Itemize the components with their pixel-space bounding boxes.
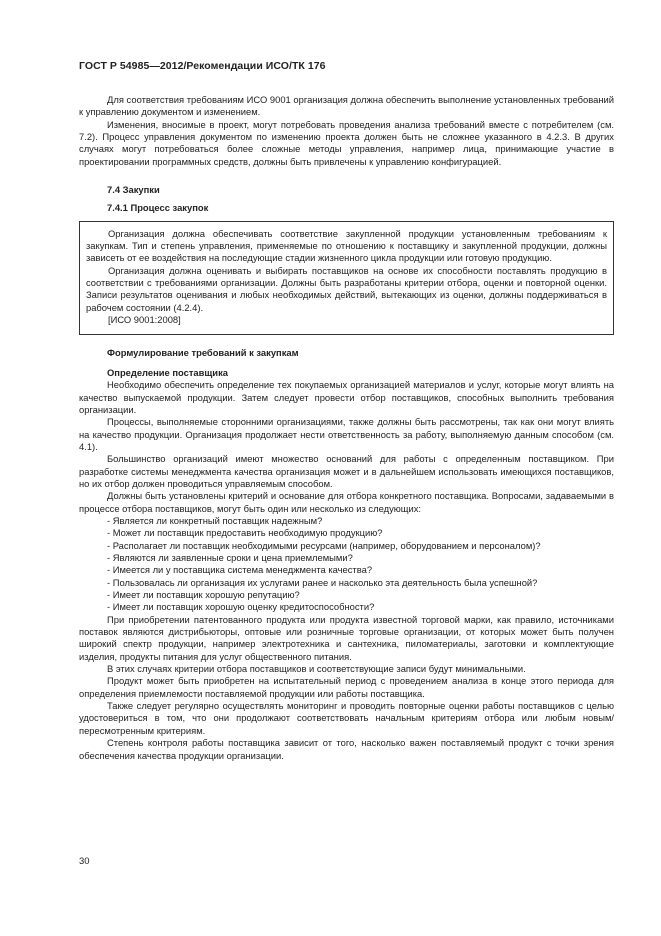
heading-requirements: Формулирование требований к закупкам	[107, 346, 299, 358]
paragraph: Процессы, выполняемые сторонними организациями, также должны быть рассмотрены, так как они могут влиять на качество продукции. Организация продолжает нести ответственность за работу, выполняемую данным способом (см. 4.1).	[79, 416, 614, 452]
standard-quote-box	[79, 221, 614, 335]
subsection-heading: 7.4.1 Процесс закупок	[107, 202, 209, 214]
document-header: ГОСТ Р 54985—2012/Рекомендации ИСО/ТК 176	[79, 60, 326, 72]
list-item: - Имеет ли поставщик хорошую оценку кредитоспособности?	[107, 601, 375, 613]
paragraph: Большинство организаций имеют множество оснований для работы с определенным поставщиком. При разработке системы менеджмента качества организация может и в дальнейшем использовать имеющихся поставщиков, но их отбор должен проводиться управляемым способом.	[79, 453, 614, 489]
paragraph: Изменения, вносимые в проект, могут потребовать проведения анализа требований вместе с потребителем (см. 7.2). Процесс управления документом по изменению проекта должен быть не сложнее указанного в 4.2.3. В других случаях могут потребоваться более сложные методы управления, например лица, принимающие участие в проектировании программных средств, должны быть привлечены к управлению конфигурацией.	[79, 118, 614, 167]
paragraph: Продукт может быть приобретен на испытательный период с проведением анализа в конце этого периода для определения приемлемости поставляемой продукции или работы поставщика.	[79, 675, 614, 699]
list-item: - Являются ли заявленные сроки и цена приемлемыми?	[107, 552, 353, 563]
paragraph: Степень контроля работы поставщика зависит от того, насколько важен поставляемый продукт с точки зрения обеспечения качества продукции организации.	[79, 737, 614, 761]
question-list	[79, 515, 614, 614]
paragraph: Должны быть установлены критерий и основание для отбора конкретного поставщика. Вопросами, задаваемыми в процессе отбора поставщиков, могут быть один или несколько из следующих:	[79, 490, 614, 514]
quote-paragraph: Организация должна обеспечивать соответствие закупленной продукции установленным требованиям к закупкам. Тип и степень управления, применяемые по отношению к поставщику и закупленной продукции, должны зависеть от ее воздействия на последующие стадии жизненного цикла продукции или готовую продукцию.	[86, 227, 607, 264]
list-item: - Пользовалась ли организация их услугами ранее и насколько эта деятельность была успешной?	[107, 576, 538, 588]
quote-paragraph: Организация должна оценивать и выбирать поставщиков на основе их способности поставлять продукцию в соответствии с требованиями организации. Должны быть разработаны критерии отбора, оценки и повторной оценки. Записи результатов оценивания и любых необходимых действий, вытекающих из оценки, должны поддерживаться в рабочем состоянии (4.2.4).	[86, 264, 607, 313]
paragraph: Для соответствия требованиям ИСО 9001 организация должна обеспечить выполнение установленных требований к управлению документом и изменением.	[79, 94, 614, 118]
paragraph: В этих случаях критерии отбора поставщиков и соответствующие записи будут минимальными.	[107, 663, 526, 675]
list-item: - Располагает ли поставщик необходимыми ресурсами (например, оборудованием и персоналом)?	[107, 539, 541, 551]
list-item: - Имеет ли поставщик хорошую репутацию?	[107, 589, 300, 601]
quote-reference: [ИСО 9001:2008]	[108, 314, 181, 326]
list-item: - Имеется ли у поставщика система менеджмента качества?	[107, 564, 373, 576]
paragraph: Также следует регулярно осуществлять мониторинг и проводить повторные оценки работы поставщиков с целью удостовериться в том, что они продолжают соответствовать начальным критериям отбора или любым новым/пересмотренным критериям.	[79, 700, 614, 736]
paragraph: Необходимо обеспечить определение тех покупаемых организацией материалов и услуг, которые могут влиять на качество выпускаемой продукции. Затем следует провести отбор поставщиков, способных выполнить требования организации.	[79, 379, 614, 415]
heading-supplier: Определение поставщика	[107, 366, 228, 378]
page-number: 30	[79, 856, 90, 867]
paragraph: При приобретении патентованного продукта или продукта известной торговой марки, как правило, источниками поставок являются дистрибьюторы, оптовые или розничные торговые организации, от которых может быть получен широкий спектр продукции, например электротехника и сантехника, пиломатериалы, заготовки и комплектующие изделия, продукты питания для услуг общественного питания.	[79, 613, 614, 662]
section-heading: 7.4 Закупки	[107, 184, 160, 196]
list-item: - Может ли поставщик предоставить необходимую продукцию?	[107, 527, 383, 539]
page-content	[79, 94, 614, 762]
list-item: - Является ли конкретный поставщик надежным?	[107, 514, 323, 526]
